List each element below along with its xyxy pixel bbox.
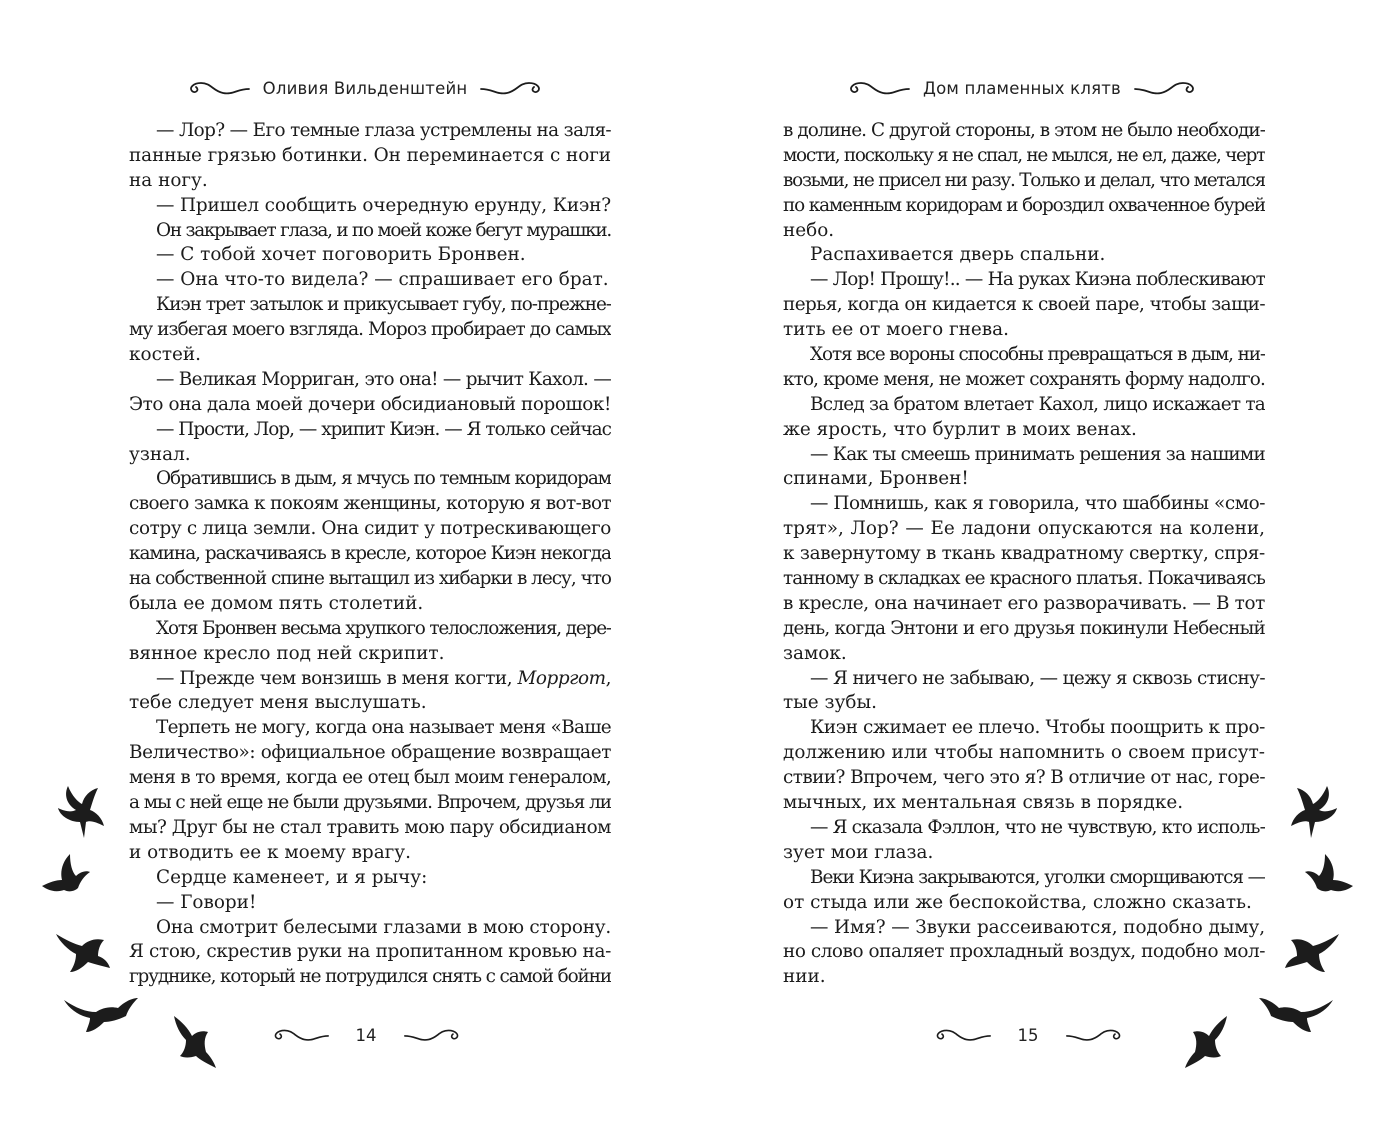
text-line: Он закрывает глаза, и по моей коже бегут мурашки.	[156, 219, 611, 241]
text-line: панные грязью ботинки. Он переминается с ноги	[129, 144, 611, 166]
swirl-flourish-icon	[843, 77, 913, 99]
text-line: груднике, который не потрудился снять с самой бойни	[129, 966, 611, 988]
text-line: возьми, не присел ни разу. Только и делал, что метался	[783, 169, 1265, 191]
text-line: Сердце каменеет, и я рычу:	[156, 866, 428, 888]
text-line: и отводить ее к моему врагу.	[129, 841, 411, 863]
text-line: была ее домом пять столетий.	[129, 592, 424, 614]
crow-silhouette-icon	[62, 990, 140, 1034]
swirl-flourish-icon	[928, 1025, 996, 1045]
swirl-flourish-icon	[399, 1025, 467, 1045]
text-line: своего замка к покоям женщины, которую я вот-вот	[129, 493, 611, 515]
text-line: — Она что-то видела? — спрашивает его брат.	[156, 269, 609, 291]
crow-silhouette-icon	[1257, 990, 1335, 1034]
text-line: меня в то время, когда ее отец был моим генералом,	[129, 767, 611, 789]
text-line: тые зубы.	[783, 692, 877, 714]
text-line: Хотя все вороны способны превращаться в дым, ни-	[810, 344, 1265, 366]
text-line: кто, кроме меня, не может сохранять форму надолго.	[783, 368, 1265, 390]
text-line: — Лор! Прошу!.. — На руках Киэна поблескивают	[810, 269, 1265, 291]
text-line: мычных, их ментальная связь в порядке.	[783, 792, 1184, 814]
text-line: замок.	[783, 642, 847, 664]
swirl-flourish-icon	[1131, 77, 1201, 99]
text-line: спинами, Бронвен!	[783, 468, 969, 490]
text-line: — Пришел сообщить очередную ерунду, Киэн?	[156, 194, 611, 216]
text-line: к завернутому в ткань квадратному свертку, спря-	[783, 543, 1265, 565]
text-line: Я стою, скрестив руки на пропитанном кровью на-	[129, 941, 611, 963]
swirl-flourish-icon	[183, 77, 253, 99]
text-line: от стыда или же беспокойства, сложно сказать.	[783, 891, 1252, 913]
crow-silhouette-icon	[40, 852, 92, 898]
right-body-text	[783, 119, 1265, 990]
crow-silhouette-icon	[170, 1012, 218, 1070]
text-line: — Как ты смеешь принимать решения за нашими	[810, 443, 1265, 465]
text-line: костей.	[129, 344, 202, 366]
text-line: Терпеть не могу, когда она называет меня «Ваше	[156, 717, 611, 739]
crow-silhouette-icon	[1303, 852, 1355, 898]
text-line: трят», Лор? — Ее ладони опускаются на колени,	[783, 518, 1265, 540]
text-line: мы? Друг бы не стал травить мою пару обсидианом	[129, 816, 611, 838]
swirl-flourish-icon	[477, 77, 547, 99]
text-line: а мы с ней еще не были друзьями. Впрочем, друзья ли	[129, 792, 611, 814]
text-line: в долине. С другой стороны, в этом не было необходи-	[783, 120, 1265, 141]
crow-silhouette-icon	[1183, 1012, 1231, 1070]
crow-silhouette-icon	[1283, 928, 1341, 974]
text-line: ствии? Впрочем, чего это я? В отличие от нас, горе-	[783, 767, 1265, 789]
right-running-head	[817, 72, 1227, 104]
text-line: узнал.	[129, 443, 191, 465]
text-line: на собственной спине вытащил из хибарки в лесу, что	[129, 568, 611, 590]
text-line: — Лор? — Его темные глаза устремлены на заля-	[156, 120, 611, 141]
text-line: же ярость, что бурлит в моих венах.	[783, 418, 1137, 440]
text-line: сотру с лица земли. Она сидит у потрескивающего	[129, 518, 611, 540]
text-line: — С тобой хочет поговорить Бронвен.	[156, 244, 526, 266]
page-number: 14	[355, 1025, 377, 1045]
text-line: на ногу.	[129, 169, 208, 191]
text-line: нии.	[783, 966, 826, 988]
text-line: Распахивается дверь спальни.	[810, 244, 1106, 266]
text-line: камина, раскачиваясь в кресле, которое Киэн некогда	[129, 543, 611, 565]
text-line: — Прежде чем вонзишь в меня когти, Морргот,	[156, 667, 611, 689]
left-running-head	[160, 72, 570, 104]
text-line: Она смотрит белесыми глазами в мою сторону.	[156, 916, 611, 938]
text-line: — Говори!	[156, 891, 257, 913]
left-folio	[250, 1021, 482, 1049]
text-line: — Великая Морриган, это она! — рычит Кахол. —	[156, 368, 611, 390]
text-line: Обратившись в дым, я мчусь по темным коридорам	[156, 468, 611, 490]
text-line: — Прости, Лор, — хрипит Киэн. — Я только сейчас	[156, 418, 611, 440]
text-line: перья, когда он кидается к своей паре, чтобы защи-	[783, 294, 1265, 316]
text-line: тить ее от моего гнева.	[783, 319, 1009, 341]
crow-silhouette-icon	[54, 928, 112, 974]
text-line: Вслед за братом влетает Кахол, лицо искажает та	[810, 393, 1265, 415]
text-line: Веки Киэна закрываются, уголки сморщиваются —	[810, 866, 1265, 888]
text-line: небо.	[783, 219, 835, 241]
text-line: — Я ничего не забываю, — цежу я сквозь стисну-	[810, 667, 1265, 689]
text-line: Величество»: официальное обращение возвращает	[129, 742, 611, 764]
author-name: Оливия Вильденштейн	[262, 78, 468, 98]
swirl-flourish-icon	[266, 1025, 334, 1045]
text-line: му избегая моего взгляда. Мороз пробирает до самых	[129, 319, 611, 341]
crow-silhouette-icon	[56, 782, 108, 840]
text-line: вянное кресло под ней скрипит.	[129, 642, 445, 664]
text-line: Хотя Бронвен весьма хрупкого телосложения, дере-	[156, 617, 611, 639]
text-line: в кресле, она начинает его разворачивать. — В тот	[783, 592, 1265, 614]
text-line: тебе следует меня выслушать.	[129, 692, 427, 714]
left-body-text	[129, 119, 611, 990]
right-folio	[912, 1021, 1144, 1049]
text-line: Киэн трет затылок и прикусывает губу, по-прежне-	[156, 294, 611, 316]
text-line: должению или чтобы напомнить о своем присут-	[783, 742, 1265, 764]
text-line: но слово опаляет прохладный воздух, подобно мол-	[783, 941, 1265, 963]
text-line: зует мои глаза.	[783, 841, 934, 863]
left-page	[0, 0, 696, 1125]
page-number: 15	[1017, 1025, 1039, 1045]
text-line: Киэн сжимает ее плечо. Чтобы поощрить к про-	[810, 717, 1265, 739]
swirl-flourish-icon	[1061, 1025, 1129, 1045]
crow-silhouette-icon	[1287, 782, 1339, 840]
text-line: по каменным коридорам и бороздил охваченное бурей	[783, 194, 1265, 216]
text-line: день, когда Энтони и его друзья покинули Небесный	[783, 617, 1265, 639]
right-page	[697, 0, 1393, 1125]
text-line: танному в складках ее красного платья. Покачиваясь	[783, 568, 1265, 590]
text-line: — Помнишь, как я говорила, что шаббины «смо-	[810, 493, 1265, 515]
text-line: мости, поскольку я не спал, не мылся, не ел, даже, черт	[783, 144, 1265, 166]
text-line: Это она дала моей дочери обсидиановый порошок!	[129, 393, 611, 415]
text-line: — Я сказала Фэллон, что не чувствую, кто исполь-	[810, 816, 1265, 838]
book-title: Дом пламенных клятв	[923, 78, 1121, 98]
text-line: — Имя? — Звуки рассеиваются, подобно дыму,	[810, 916, 1265, 938]
